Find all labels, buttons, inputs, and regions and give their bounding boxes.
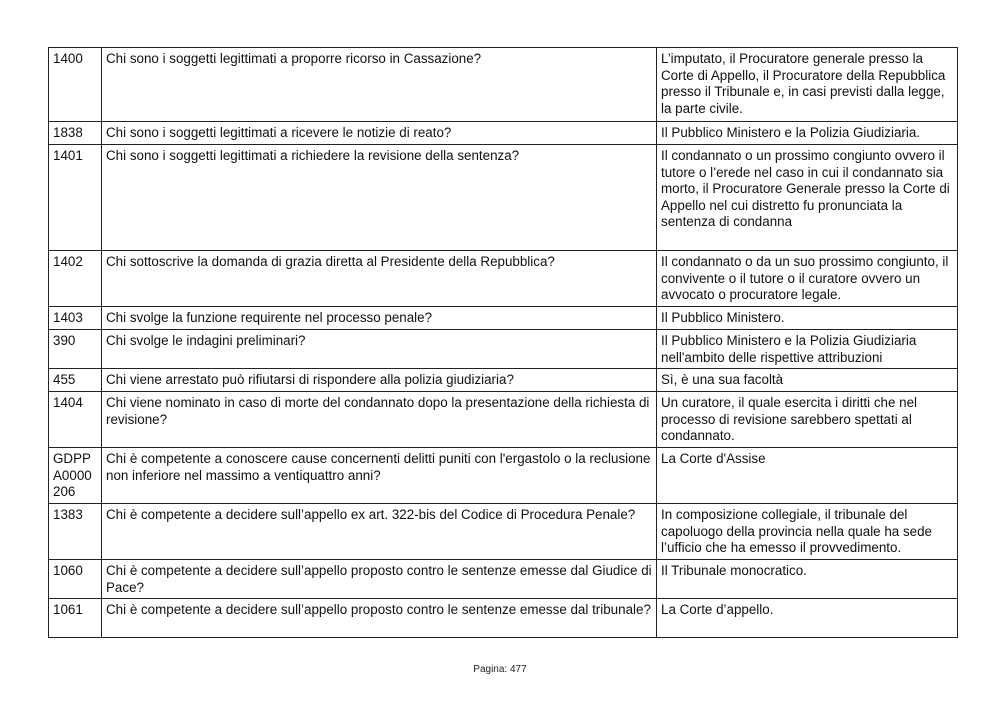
row-question: Chi sono i soggetti legittimati a ricevere le notizie di reato? xyxy=(102,122,657,145)
row-answer: Il condannato o un prossimo congiunto ovvero il tutore o l’erede nel caso in cui il condannato sia morto, il Procuratore Generale presso la Corte di Appello nel cui distretto fu pronunciata la sentenza di condanna xyxy=(657,145,958,251)
row-question: Chi è competente a decidere sull’appello ex art. 322-bis del Codice di Procedura Penale? xyxy=(102,504,657,560)
table-row xyxy=(49,599,958,638)
row-answer: Il Pubblico Ministero. xyxy=(657,307,958,330)
row-id: 1403 xyxy=(49,307,102,330)
row-id: 1061 xyxy=(49,599,102,638)
table-row xyxy=(49,48,958,122)
table-row xyxy=(49,251,958,307)
row-answer: Il Tribunale monocratico. xyxy=(657,560,958,599)
row-answer: Il Pubblico Ministero e la Polizia Giudiziaria nell'ambito delle rispettive attribuzioni xyxy=(657,330,958,369)
row-answer: La Corte d’appello. xyxy=(657,599,958,638)
row-answer: Il Pubblico Ministero e la Polizia Giudiziaria. xyxy=(657,122,958,145)
table-row xyxy=(49,448,958,504)
row-id: 1060 xyxy=(49,560,102,599)
table-row xyxy=(49,392,958,448)
row-question: Chi svolge la funzione requirente nel processo penale? xyxy=(102,307,657,330)
row-id: 1404 xyxy=(49,392,102,448)
row-question: Chi viene arrestato può rifiutarsi di rispondere alla polizia giudiziaria? xyxy=(102,369,657,392)
row-answer: Il condannato o da un suo prossimo congiunto, il convivente o il tutore o il curatore ovvero un avvocato o procuratore legale. xyxy=(657,251,958,307)
row-id: 1838 xyxy=(49,122,102,145)
row-question: Chi è competente a decidere sull’appello proposto contro le sentenze emesse dal Giudice di Pace? xyxy=(102,560,657,599)
table-row xyxy=(49,330,958,369)
row-id: GDPP A0000 206 xyxy=(49,448,102,504)
table-row xyxy=(49,122,958,145)
row-id: 1400 xyxy=(49,48,102,122)
qa-table xyxy=(48,47,958,638)
table-row xyxy=(49,145,958,251)
row-answer: L’imputato, il Procuratore generale presso la Corte di Appello, il Procuratore della Repubblica presso il Tribunale e, in casi previsti dalla legge, la parte civile. xyxy=(657,48,958,122)
row-answer: Sì, è una sua facoltà xyxy=(657,369,958,392)
table-row xyxy=(49,504,958,560)
row-id: 1383 xyxy=(49,504,102,560)
row-question: Chi sottoscrive la domanda di grazia diretta al Presidente della Repubblica? xyxy=(102,251,657,307)
row-answer: La Corte d'Assise xyxy=(657,448,958,504)
row-question: Chi viene nominato in caso di morte del condannato dopo la presentazione della richiesta di revisione? xyxy=(102,392,657,448)
row-id: 455 xyxy=(49,369,102,392)
row-question: Chi sono i soggetti legittimati a proporre ricorso in Cassazione? xyxy=(102,48,657,122)
row-question: Chi svolge le indagini preliminari? xyxy=(102,330,657,369)
row-id: 1401 xyxy=(49,145,102,251)
table-row xyxy=(49,369,958,392)
row-question: Chi sono i soggetti legittimati a richiedere la revisione della sentenza? xyxy=(102,145,657,251)
page-number: Pagina: 477 xyxy=(473,664,527,675)
row-id: 1402 xyxy=(49,251,102,307)
table-row xyxy=(49,307,958,330)
table-row xyxy=(49,560,958,599)
row-id: 390 xyxy=(49,330,102,369)
row-question: Chi è competente a decidere sull’appello proposto contro le sentenze emesse dal tribunale? xyxy=(102,599,657,638)
row-answer: In composizione collegiale, il tribunale del capoluogo della provincia nella quale ha sede l’ufficio che ha emesso il provvedimento. xyxy=(657,504,958,560)
row-question: Chi è competente a conoscere cause concernenti delitti puniti con l'ergastolo o la reclusione non inferiore nel massimo a ventiquattro anni? xyxy=(102,448,657,504)
row-answer: Un curatore, il quale esercita i diritti che nel processo di revisione sarebbero spettati al condannato. xyxy=(657,392,958,448)
